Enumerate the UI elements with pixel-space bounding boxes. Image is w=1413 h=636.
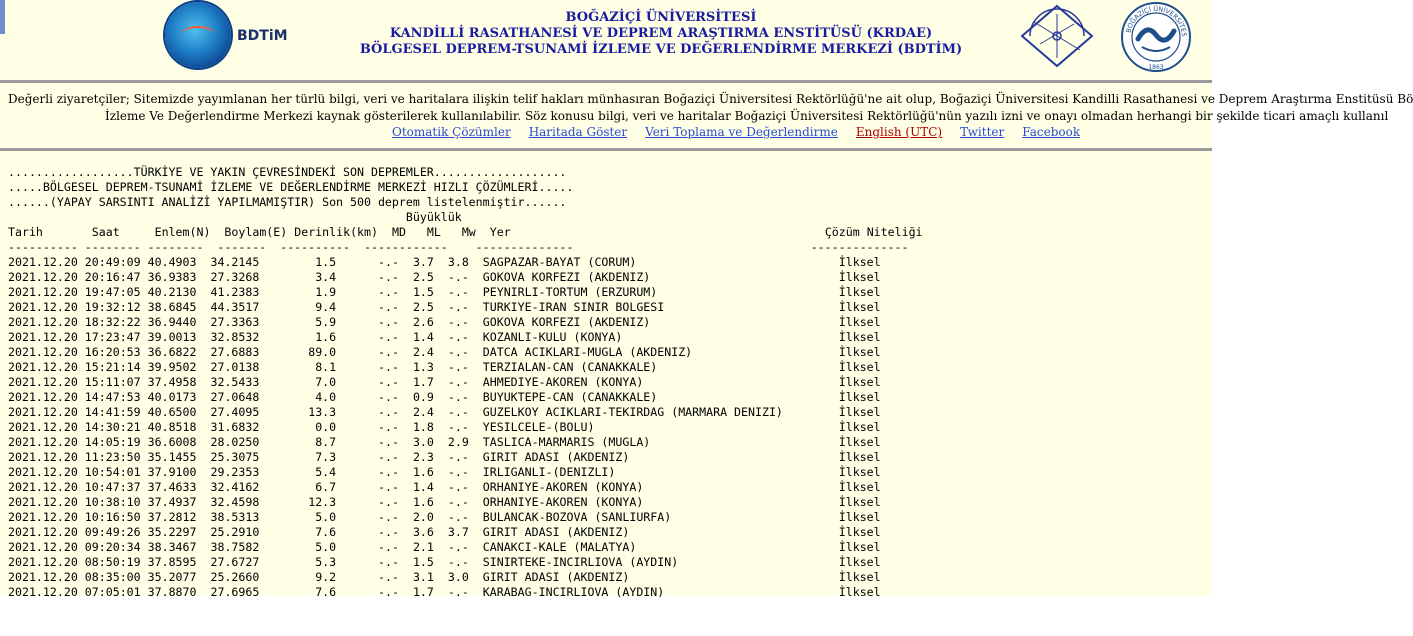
row-depth: 9.4 (266, 300, 337, 314)
nav-link-english[interactable]: English (UTC) (855, 125, 943, 139)
row-longitude: 32.8532 (210, 330, 260, 344)
listing-intro-line: .....BÖLGESEL DEPREM-TSUNAMİ İZLEME VE DEĞERLENDİRME MERKEZİ HIZLI ÇÖZÜMLERİ..... (8, 180, 574, 194)
row-mw: 3.0 (440, 570, 469, 584)
row-ml: 1.5 (405, 285, 434, 299)
row-longitude: 27.3363 (210, 315, 260, 329)
row-latitude: 37.4958 (147, 375, 197, 389)
row-solution-quality: İlksel (838, 405, 881, 419)
row-mw: 3.8 (440, 255, 469, 269)
row-mw: -.- (440, 315, 469, 329)
row-location: DATCA ACIKLARI-MUGLA (AKDENIZ) (482, 345, 832, 359)
row-depth: 5.3 (266, 555, 337, 569)
table-row (8, 510, 881, 524)
row-ml: 2.3 (405, 450, 434, 464)
row-solution-quality: İlksel (838, 540, 881, 554)
row-solution-quality: İlksel (838, 375, 881, 389)
row-md: -.- (378, 405, 399, 419)
row-solution-quality: İlksel (838, 270, 881, 284)
row-location: CANAKCI-KALE (MALATYA) (482, 540, 832, 554)
column-header-row (8, 225, 923, 239)
row-date: 2021.12.20 (8, 360, 78, 374)
row-longitude: 29.2353 (210, 465, 260, 479)
table-row (8, 360, 881, 374)
row-depth: 8.7 (266, 435, 337, 449)
row-time: 14:47:53 (84, 390, 141, 404)
nav-link-twitter[interactable]: Twitter (960, 125, 1005, 139)
earthquake-listing (8, 165, 923, 600)
row-solution-quality: İlksel (838, 465, 881, 479)
site-header (0, 0, 1212, 80)
row-latitude: 36.6008 (147, 435, 197, 449)
row-depth: 5.0 (266, 510, 337, 524)
copyright-notice-line-2: İzleme Ve Değerlendirme Merkezi kaynak gösterilerek kullanılabilir. Söz konusu bilgi, veri ve haritalar Boğaziçi Üniversitesi Rektörlüğü'nün yazılı izni ve onayı olmadan herhangi bir şekilde ticari amaçlı kullanıl (105, 109, 1389, 123)
table-row (8, 465, 881, 479)
row-date: 2021.12.20 (8, 300, 78, 314)
nav-link-show-on-map[interactable]: Haritada Göster (528, 125, 628, 139)
row-solution-quality: İlksel (838, 510, 881, 524)
row-ml: 1.6 (405, 495, 434, 509)
table-row (8, 450, 881, 464)
row-solution-quality: İlksel (838, 315, 881, 329)
row-time: 14:41:59 (84, 405, 141, 419)
row-location: ORHANIYE-AKOREN (KONYA) (482, 495, 832, 509)
row-time: 15:21:14 (84, 360, 141, 374)
row-md: -.- (378, 285, 399, 299)
row-time: 20:49:09 (84, 255, 141, 269)
column-header: Boylam(E) (224, 225, 288, 239)
copyright-notice (8, 91, 1413, 125)
row-location: BULANCAK-BOZOVA (SANLIURFA) (482, 510, 832, 524)
table-row (8, 420, 881, 434)
magnitude-heading: Büyüklük (405, 210, 462, 224)
row-latitude: 37.8595 (147, 555, 197, 569)
row-depth: 3.4 (266, 270, 337, 284)
row-md: -.- (378, 480, 399, 494)
row-location: BUYUKTEPE-CAN (CANAKKALE) (482, 390, 832, 404)
row-location: GUZELKOY ACIKLARI-TEKIRDAG (MARMARA DENIZI) (482, 405, 832, 419)
row-longitude: 32.4162 (210, 480, 260, 494)
row-location: ORHANIYE-AKOREN (KONYA) (482, 480, 832, 494)
row-md: -.- (378, 465, 399, 479)
table-row (8, 435, 881, 449)
row-solution-quality: İlksel (838, 555, 881, 569)
row-md: -.- (378, 585, 399, 599)
row-depth: 7.0 (266, 375, 337, 389)
row-location: PEYNIRLI-TORTUM (ERZURUM) (482, 285, 832, 299)
title-line-institute: KANDİLLİ RASATHANESİ VE DEPREM ARAŞTIRMA ENSTİTÜSÜ (KRDAE) (389, 26, 933, 41)
table-row (8, 495, 881, 509)
row-latitude: 40.8518 (147, 420, 197, 434)
row-longitude: 34.2145 (210, 255, 260, 269)
row-solution-quality: İlksel (838, 585, 881, 599)
row-md: -.- (378, 540, 399, 554)
row-time: 08:50:19 (84, 555, 141, 569)
row-location: KOZANLI-KULU (KONYA) (482, 330, 832, 344)
row-solution-quality: İlksel (838, 330, 881, 344)
table-row (8, 555, 881, 569)
table-row (8, 570, 881, 584)
row-date: 2021.12.20 (8, 540, 78, 554)
row-longitude: 27.0648 (210, 390, 260, 404)
row-location: KARABAG-INCIRLIOVA (AYDIN) (482, 585, 832, 599)
bdtim-logo-text: BDTiM (237, 28, 288, 44)
table-row (8, 405, 881, 419)
row-mw: -.- (440, 390, 469, 404)
row-time: 10:16:50 (84, 510, 141, 524)
column-header: Yer (489, 225, 511, 239)
row-date: 2021.12.20 (8, 255, 78, 269)
row-date: 2021.12.20 (8, 420, 78, 434)
row-solution-quality: İlksel (838, 360, 881, 374)
row-date: 2021.12.20 (8, 450, 78, 464)
column-header: Enlem(N) (154, 225, 211, 239)
row-date: 2021.12.20 (8, 510, 78, 524)
row-ml: 2.5 (405, 300, 434, 314)
row-latitude: 39.0013 (147, 330, 197, 344)
row-depth: 1.9 (266, 285, 337, 299)
row-mw: -.- (440, 555, 469, 569)
row-longitude: 27.6727 (210, 555, 260, 569)
row-date: 2021.12.20 (8, 570, 78, 584)
table-row (8, 345, 881, 359)
row-mw: -.- (440, 420, 469, 434)
row-solution-quality: İlksel (838, 525, 881, 539)
row-latitude: 36.9440 (147, 315, 197, 329)
row-time: 20:16:47 (84, 270, 141, 284)
table-row (8, 480, 881, 494)
row-longitude: 38.5313 (210, 510, 260, 524)
nav-divider (0, 148, 1212, 151)
row-ml: 2.4 (405, 405, 434, 419)
row-mw: 2.9 (440, 435, 469, 449)
row-md: -.- (378, 555, 399, 569)
globe-icon (165, 2, 231, 68)
row-ml: 2.6 (405, 315, 434, 329)
table-row (8, 390, 881, 404)
row-latitude: 37.4937 (147, 495, 197, 509)
row-mw: -.- (440, 345, 469, 359)
row-depth: 7.3 (266, 450, 337, 464)
row-solution-quality: İlksel (838, 495, 881, 509)
row-md: -.- (378, 570, 399, 584)
row-mw: 3.7 (440, 525, 469, 539)
row-location: SAGPAZAR-BAYAT (CORUM) (482, 255, 832, 269)
row-date: 2021.12.20 (8, 285, 78, 299)
listing-intro-line: ......(YAPAY SARSINTI ANALİZİ YAPILMAMIŞTIR) Son 500 deprem listelenmiştir...... (8, 195, 567, 209)
table-row (8, 540, 881, 554)
row-latitude: 37.9100 (147, 465, 197, 479)
row-md: -.- (378, 435, 399, 449)
row-location: GIRIT ADASI (AKDENIZ) (482, 525, 832, 539)
row-mw: -.- (440, 450, 469, 464)
listing-intro-row (8, 195, 566, 209)
row-mw: -.- (440, 585, 469, 599)
row-longitude: 38.7582 (210, 540, 260, 554)
row-latitude: 40.2130 (147, 285, 197, 299)
row-location: GOKOVA KORFEZI (AKDENIZ) (482, 270, 832, 284)
row-latitude: 38.6845 (147, 300, 197, 314)
table-row (8, 255, 881, 269)
row-longitude: 25.2910 (210, 525, 260, 539)
institution-title (330, 10, 992, 58)
row-date: 2021.12.20 (8, 375, 78, 389)
column-header: MD (391, 225, 406, 239)
row-longitude: 32.4598 (210, 495, 260, 509)
row-mw: -.- (440, 480, 469, 494)
row-md: -.- (378, 450, 399, 464)
row-md: -.- (378, 300, 399, 314)
row-time: 10:47:37 (84, 480, 141, 494)
row-depth: 5.0 (266, 540, 337, 554)
row-longitude: 44.3517 (210, 300, 260, 314)
row-longitude: 27.0138 (210, 360, 260, 374)
row-location: TASLICA-MARMARIS (MUGLA) (482, 435, 832, 449)
column-header: ML (426, 225, 441, 239)
row-date: 2021.12.20 (8, 525, 78, 539)
row-location: GOKOVA KORFEZI (AKDENIZ) (482, 315, 832, 329)
row-solution-quality: İlksel (838, 390, 881, 404)
row-location: GIRIT ADASI (AKDENIZ) (482, 450, 832, 464)
row-ml: 1.7 (405, 375, 434, 389)
row-ml: 1.3 (405, 360, 434, 374)
column-underline-row: ---------- -------- -------- ------- ---------- ------------ -------------- -------------- (8, 240, 909, 254)
row-mw: -.- (440, 495, 469, 509)
row-location: GIRIT ADASI (AKDENIZ) (482, 570, 832, 584)
row-mw: -.- (440, 540, 469, 554)
row-latitude: 37.4633 (147, 480, 197, 494)
row-solution-quality: İlksel (838, 255, 881, 269)
row-date: 2021.12.20 (8, 405, 78, 419)
row-ml: 1.5 (405, 555, 434, 569)
bogazici-university-seal-icon[interactable] (1120, 1, 1192, 73)
row-depth: 6.7 (266, 480, 337, 494)
row-time: 07:05:01 (84, 585, 141, 599)
row-longitude: 28.0250 (210, 435, 260, 449)
row-time: 10:54:01 (84, 465, 141, 479)
row-date: 2021.12.20 (8, 315, 78, 329)
row-solution-quality: İlksel (838, 450, 881, 464)
row-location: AHMEDIYE-AKOREN (KONYA) (482, 375, 832, 389)
row-latitude: 36.9383 (147, 270, 197, 284)
row-time: 09:20:34 (84, 540, 141, 554)
row-longitude: 25.2660 (210, 570, 260, 584)
row-md: -.- (378, 345, 399, 359)
row-depth: 13.3 (266, 405, 337, 419)
row-longitude: 27.4095 (210, 405, 260, 419)
row-solution-quality: İlksel (838, 345, 881, 359)
row-solution-quality: İlksel (838, 285, 881, 299)
row-time: 19:47:05 (84, 285, 141, 299)
row-latitude: 40.0173 (147, 390, 197, 404)
row-solution-quality: İlksel (838, 570, 881, 584)
row-ml: 2.5 (405, 270, 434, 284)
row-location: SINIRTEKE-INCIRLIOVA (AYDIN) (482, 555, 832, 569)
row-mw: -.- (440, 510, 469, 524)
row-latitude: 40.6500 (147, 405, 197, 419)
row-longitude: 27.3268 (210, 270, 260, 284)
listing-intro-row (8, 165, 566, 179)
table-row (8, 285, 881, 299)
row-depth: 1.5 (266, 255, 337, 269)
row-location: TERZIALAN-CAN (CANAKKALE) (482, 360, 832, 374)
row-md: -.- (378, 375, 399, 389)
row-latitude: 40.4903 (147, 255, 197, 269)
table-row (8, 375, 881, 389)
row-mw: -.- (440, 285, 469, 299)
row-depth: 89.0 (266, 345, 337, 359)
row-ml: 0.9 (405, 390, 434, 404)
row-mw: -.- (440, 405, 469, 419)
row-location: IRLIGANLI-(DENIZLI) (482, 465, 832, 479)
row-ml: 3.1 (405, 570, 434, 584)
row-solution-quality: İlksel (838, 300, 881, 314)
row-date: 2021.12.20 (8, 270, 78, 284)
row-time: 09:49:26 (84, 525, 141, 539)
row-date: 2021.12.20 (8, 345, 78, 359)
row-depth: 12.3 (266, 495, 337, 509)
header-divider (0, 80, 1212, 83)
row-time: 16:20:53 (84, 345, 141, 359)
row-ml: 3.7 (405, 255, 434, 269)
row-mw: -.- (440, 465, 469, 479)
row-depth: 5.4 (266, 465, 337, 479)
row-ml: 2.0 (405, 510, 434, 524)
row-depth: 7.6 (266, 585, 337, 599)
row-time: 15:11:07 (84, 375, 141, 389)
row-latitude: 37.2812 (147, 510, 197, 524)
column-header: Saat (91, 225, 120, 239)
row-date: 2021.12.20 (8, 330, 78, 344)
row-latitude: 35.2297 (147, 525, 197, 539)
kandilli-observatory-logo-icon[interactable] (1020, 4, 1094, 68)
row-ml: 1.6 (405, 465, 434, 479)
row-mw: -.- (440, 375, 469, 389)
row-md: -.- (378, 255, 399, 269)
copyright-notice-line-1: Değerli ziyaretçiler; Sitemizde yayımlanan her türlü bilgi, veri ve haritalara ilişkin telif hakları münhasıran Boğaziçi Üniversitesi Rektörlüğü'ne ait olup, Boğaziçi Üniversitesi Kandilli Rasathanesi ve Deprem Araştırma Enstitüsü Bö (8, 92, 1413, 106)
nav-link-data-collection[interactable]: Veri Toplama ve Değerlendirme (645, 125, 838, 139)
row-ml: 1.7 (405, 585, 434, 599)
row-md: -.- (378, 420, 399, 434)
row-location: TURKIYE-IRAN SINIR BOLGESI (482, 300, 832, 314)
row-depth: 0.0 (266, 420, 337, 434)
row-latitude: 36.6822 (147, 345, 197, 359)
row-date: 2021.12.20 (8, 465, 78, 479)
seal-text: BOĞAZİÇİ ÜNİVERSİTES (1124, 4, 1189, 37)
row-time: 10:38:10 (84, 495, 141, 509)
row-time: 18:32:22 (84, 315, 141, 329)
row-time: 19:32:12 (84, 300, 141, 314)
row-ml: 2.1 (405, 540, 434, 554)
row-date: 2021.12.20 (8, 555, 78, 569)
column-header: Mw (461, 225, 476, 239)
row-date: 2021.12.20 (8, 585, 78, 599)
row-latitude: 35.2077 (147, 570, 197, 584)
row-latitude: 38.3467 (147, 540, 197, 554)
table-row (8, 270, 881, 284)
row-solution-quality: İlksel (838, 435, 881, 449)
row-ml: 1.4 (405, 330, 434, 344)
table-row (8, 330, 881, 344)
listing-intro-line: ..................TÜRKİYE VE YAKIN ÇEVRESİNDEKİ SON DEPREMLER................... (8, 165, 567, 179)
nav-links (392, 125, 1098, 143)
row-ml: 3.6 (405, 525, 434, 539)
table-row (8, 525, 881, 539)
title-line-center: BÖLGESEL DEPREM-TSUNAMİ İZLEME VE DEĞERLENDİRME MERKEZİ (BDTİM) (359, 42, 963, 57)
row-time: 14:30:21 (84, 420, 141, 434)
row-time: 11:23:50 (84, 450, 141, 464)
row-longitude: 27.6965 (210, 585, 260, 599)
row-longitude: 31.6832 (210, 420, 260, 434)
row-mw: -.- (440, 300, 469, 314)
row-md: -.- (378, 270, 399, 284)
row-longitude: 32.5433 (210, 375, 260, 389)
row-depth: 7.6 (266, 525, 337, 539)
row-latitude: 37.8870 (147, 585, 197, 599)
listing-intro-row (8, 180, 573, 194)
row-longitude: 25.3075 (210, 450, 260, 464)
row-ml: 2.4 (405, 345, 434, 359)
row-md: -.- (378, 495, 399, 509)
row-md: -.- (378, 315, 399, 329)
row-depth: 5.9 (266, 315, 337, 329)
row-mw: -.- (440, 360, 469, 374)
title-line-university: BOĞAZİÇİ ÜNİVERSİTESİ (565, 10, 757, 25)
table-row (8, 585, 881, 599)
row-md: -.- (378, 330, 399, 344)
row-time: 08:35:00 (84, 570, 141, 584)
row-ml: 1.4 (405, 480, 434, 494)
row-time: 14:05:19 (84, 435, 141, 449)
row-depth: 4.0 (266, 390, 337, 404)
column-header: Çözüm Niteliği (824, 225, 923, 239)
row-longitude: 41.2383 (210, 285, 260, 299)
row-md: -.- (378, 390, 399, 404)
row-md: -.- (378, 525, 399, 539)
nav-link-facebook[interactable]: Facebook (1022, 125, 1081, 139)
row-md: -.- (378, 360, 399, 374)
row-solution-quality: İlksel (838, 420, 881, 434)
row-ml: 1.8 (405, 420, 434, 434)
row-ml: 3.0 (405, 435, 434, 449)
nav-link-automatic-solutions[interactable]: Otomatik Çözümler (392, 125, 511, 139)
row-md: -.- (378, 510, 399, 524)
table-row (8, 300, 881, 314)
row-depth: 1.6 (266, 330, 337, 344)
row-latitude: 35.1455 (147, 450, 197, 464)
table-row (8, 315, 881, 329)
row-depth: 8.1 (266, 360, 337, 374)
seal-year: 1863 (1148, 64, 1164, 71)
row-date: 2021.12.20 (8, 390, 78, 404)
row-mw: -.- (440, 270, 469, 284)
column-header: Derinlik(km) (294, 225, 378, 239)
magnitude-heading-row (8, 210, 462, 224)
row-date: 2021.12.20 (8, 435, 78, 449)
row-date: 2021.12.20 (8, 495, 78, 509)
row-depth: 9.2 (266, 570, 337, 584)
bdtim-logo[interactable] (165, 2, 290, 72)
row-latitude: 39.9502 (147, 360, 197, 374)
row-longitude: 27.6883 (210, 345, 260, 359)
row-solution-quality: İlksel (838, 480, 881, 494)
row-location: YESILCELE-(BOLU) (482, 420, 832, 434)
column-header: Tarih (8, 225, 43, 239)
row-date: 2021.12.20 (8, 480, 78, 494)
row-time: 17:23:47 (84, 330, 141, 344)
row-mw: -.- (440, 330, 469, 344)
